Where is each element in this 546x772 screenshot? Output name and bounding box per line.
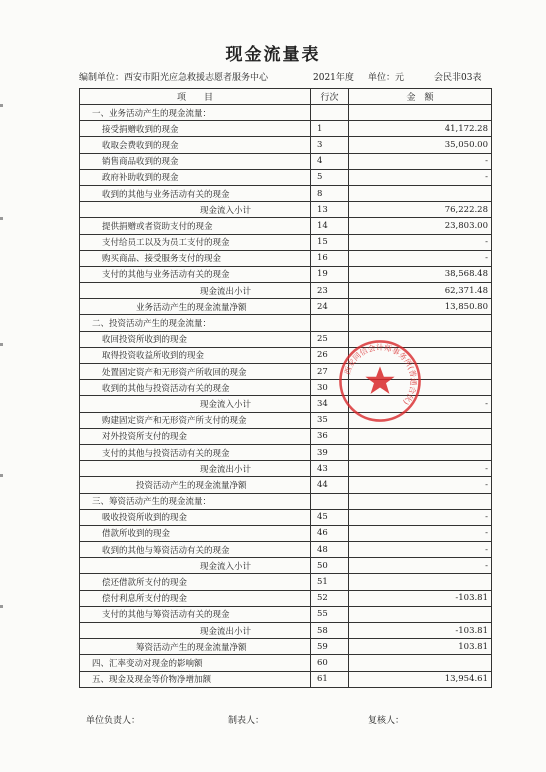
table-row — [80, 493, 492, 509]
table-row — [80, 105, 492, 121]
row-line-number: 39 — [311, 444, 349, 460]
row-amount — [349, 606, 492, 622]
table-row — [80, 121, 492, 137]
row-item: 借款所收到的现金 — [80, 525, 311, 541]
row-amount — [349, 655, 492, 671]
row-item: 支付的其他与投资活动有关的现金 — [80, 444, 311, 460]
scan-mark — [0, 217, 3, 220]
row-item: 收到的其他与筹资活动有关的现金 — [80, 542, 311, 558]
row-line-number: 30 — [311, 380, 349, 396]
row-line-number: 48 — [311, 542, 349, 558]
table-row — [80, 444, 492, 460]
row-line-number: 46 — [311, 525, 349, 541]
table-row — [80, 331, 492, 347]
row-amount: 13,850.80 — [349, 299, 492, 315]
row-item: 收到的其他与业务活动有关的现金 — [80, 185, 311, 201]
footer-unit-head: 单位负责人： — [86, 716, 141, 726]
row-amount: 35,050.00 — [349, 137, 492, 153]
footer-preparer: 制表人： — [228, 716, 265, 726]
col-header-amount: 金 额 — [349, 89, 492, 105]
table-row — [80, 574, 492, 590]
row-item: 筹资活动产生的现金流量净额 — [80, 639, 311, 655]
row-item: 偿付利息所支付的现金 — [80, 590, 311, 606]
row-item: 政府补助收到的现金 — [80, 169, 311, 185]
table-body — [80, 105, 492, 688]
row-line-number: 36 — [311, 428, 349, 444]
row-amount: - — [349, 169, 492, 185]
row-line-number: 35 — [311, 412, 349, 428]
scan-mark — [0, 343, 3, 346]
table-row — [80, 347, 492, 363]
row-item: 四、汇率变动对现金的影响额 — [80, 655, 311, 671]
row-item: 处置固定资产和无形资产所收回的现金 — [80, 364, 311, 380]
row-item: 接受捐赠收到的现金 — [80, 121, 311, 137]
row-line-number: 14 — [311, 218, 349, 234]
row-line-number: 45 — [311, 509, 349, 525]
row-amount: - — [349, 525, 492, 541]
table-row — [80, 234, 492, 250]
fiscal-year: 2021年度 — [313, 73, 354, 83]
row-line-number: 51 — [311, 574, 349, 590]
table-row — [80, 299, 492, 315]
row-item: 收取会费收到的现金 — [80, 137, 311, 153]
table-row — [80, 250, 492, 266]
table-row — [80, 364, 492, 380]
row-line-number: 13 — [311, 202, 349, 218]
row-line-number: 52 — [311, 590, 349, 606]
row-item: 一、业务活动产生的现金流量： — [80, 105, 311, 121]
row-item: 取得投资收益所收到的现金 — [80, 347, 311, 363]
row-line-number: 44 — [311, 477, 349, 493]
row-amount: - — [349, 558, 492, 574]
table-row — [80, 623, 492, 639]
row-line-number: 3 — [311, 137, 349, 153]
row-line-number: 5 — [311, 169, 349, 185]
row-item: 二、投资活动产生的现金流量： — [80, 315, 311, 331]
table-row — [80, 542, 492, 558]
row-amount: - — [349, 509, 492, 525]
table-row — [80, 639, 492, 655]
row-item: 支付的其他与业务活动有关的现金 — [80, 266, 311, 282]
cash-flow-table — [79, 88, 492, 688]
row-amount — [349, 315, 492, 331]
col-header-line: 行次 — [311, 89, 349, 105]
table-row — [80, 428, 492, 444]
table-row — [80, 202, 492, 218]
row-item: 五、现金及现金等价物净增加额 — [80, 671, 311, 687]
row-amount: - — [349, 153, 492, 169]
row-item: 三、筹资活动产生的现金流量： — [80, 493, 311, 509]
scan-mark — [0, 605, 3, 608]
row-amount: -103.81 — [349, 590, 492, 606]
row-amount: - — [349, 250, 492, 266]
row-amount: - — [349, 461, 492, 477]
form-code: 会民非03表 — [434, 73, 482, 83]
row-amount: 41,172.28 — [349, 121, 492, 137]
row-amount — [349, 185, 492, 201]
col-header-item: 项 目 — [80, 89, 311, 105]
row-item: 支付给员工以及为员工支付的现金 — [80, 234, 311, 250]
row-line-number: 43 — [311, 461, 349, 477]
row-item: 支付的其他与筹资活动有关的现金 — [80, 606, 311, 622]
row-line-number — [311, 105, 349, 121]
row-line-number: 58 — [311, 623, 349, 639]
table-row — [80, 509, 492, 525]
row-amount: 62,371.48 — [349, 283, 492, 299]
row-amount — [349, 574, 492, 590]
row-item: 现金流出小计 — [80, 623, 311, 639]
row-amount: - — [349, 234, 492, 250]
row-amount: 76,222.28 — [349, 202, 492, 218]
row-amount — [349, 444, 492, 460]
row-item: 收回投资所收到的现金 — [80, 331, 311, 347]
row-amount — [349, 493, 492, 509]
row-amount: - — [349, 542, 492, 558]
table-row — [80, 671, 492, 687]
table-row — [80, 477, 492, 493]
table-row — [80, 266, 492, 282]
row-item: 业务活动产生的现金流量净额 — [80, 299, 311, 315]
table-row — [80, 412, 492, 428]
row-line-number: 24 — [311, 299, 349, 315]
table-row — [80, 606, 492, 622]
row-item: 提供捐赠或者资助支付的现金 — [80, 218, 311, 234]
row-item: 偿还借款所支付的现金 — [80, 574, 311, 590]
row-item: 投资活动产生的现金流量净额 — [80, 477, 311, 493]
row-amount: 38,568.48 — [349, 266, 492, 282]
row-item: 现金流出小计 — [80, 283, 311, 299]
row-amount: - — [349, 396, 492, 412]
table-row — [80, 218, 492, 234]
row-line-number: 4 — [311, 153, 349, 169]
row-line-number: 27 — [311, 364, 349, 380]
row-amount: 23,803.00 — [349, 218, 492, 234]
row-amount: -103.81 — [349, 623, 492, 639]
table-row — [80, 185, 492, 201]
row-item: 购买商品、接受服务支付的现金 — [80, 250, 311, 266]
table-row — [80, 396, 492, 412]
row-line-number — [311, 315, 349, 331]
table-header-row — [80, 89, 492, 105]
seal-star-icon — [365, 366, 394, 394]
preparer-unit: 编制单位：西安市阳光应急救援志愿者服务中心 — [79, 73, 269, 83]
table-row — [80, 461, 492, 477]
row-amount: 103.81 — [349, 639, 492, 655]
row-line-number: 23 — [311, 283, 349, 299]
table-row — [80, 169, 492, 185]
table-row — [80, 525, 492, 541]
currency-unit: 单位：元 — [368, 73, 405, 83]
scan-mark — [0, 104, 3, 107]
table-row — [80, 137, 492, 153]
row-line-number: 50 — [311, 558, 349, 574]
row-item: 现金流入小计 — [80, 202, 311, 218]
row-line-number: 16 — [311, 250, 349, 266]
row-line-number: 15 — [311, 234, 349, 250]
table-row — [80, 655, 492, 671]
row-line-number: 61 — [311, 671, 349, 687]
row-line-number: 34 — [311, 396, 349, 412]
row-line-number: 19 — [311, 266, 349, 282]
svg-text:西安同信会计师事务所(普通合伙): 西安同信会计师事务所(普通合伙) — [342, 343, 419, 407]
official-seal — [337, 338, 423, 424]
row-amount — [349, 428, 492, 444]
row-item: 现金流出小计 — [80, 461, 311, 477]
table-row — [80, 283, 492, 299]
row-amount: - — [349, 477, 492, 493]
row-item: 购建固定资产和无形资产所支付的现金 — [80, 412, 311, 428]
scan-mark — [0, 474, 3, 477]
page-title: 现金流量表 — [225, 45, 321, 65]
row-line-number: 26 — [311, 347, 349, 363]
row-item: 吸收投资所收到的现金 — [80, 509, 311, 525]
row-item: 销售商品收到的现金 — [80, 153, 311, 169]
row-line-number: 1 — [311, 121, 349, 137]
table-row — [80, 558, 492, 574]
row-item: 现金流入小计 — [80, 396, 311, 412]
row-line-number: 55 — [311, 606, 349, 622]
row-line-number: 8 — [311, 185, 349, 201]
row-item: 收到的其他与投资活动有关的现金 — [80, 380, 311, 396]
row-line-number: 59 — [311, 639, 349, 655]
row-amount — [349, 105, 492, 121]
row-line-number: 60 — [311, 655, 349, 671]
row-amount: 13,954.61 — [349, 671, 492, 687]
row-item: 现金流入小计 — [80, 558, 311, 574]
table-row — [80, 590, 492, 606]
row-line-number: 25 — [311, 331, 349, 347]
row-item: 对外投资所支付的现金 — [80, 428, 311, 444]
table-row — [80, 380, 492, 396]
footer-reviewer: 复核人： — [368, 716, 405, 726]
row-line-number — [311, 493, 349, 509]
table-row — [80, 315, 492, 331]
table-row — [80, 153, 492, 169]
